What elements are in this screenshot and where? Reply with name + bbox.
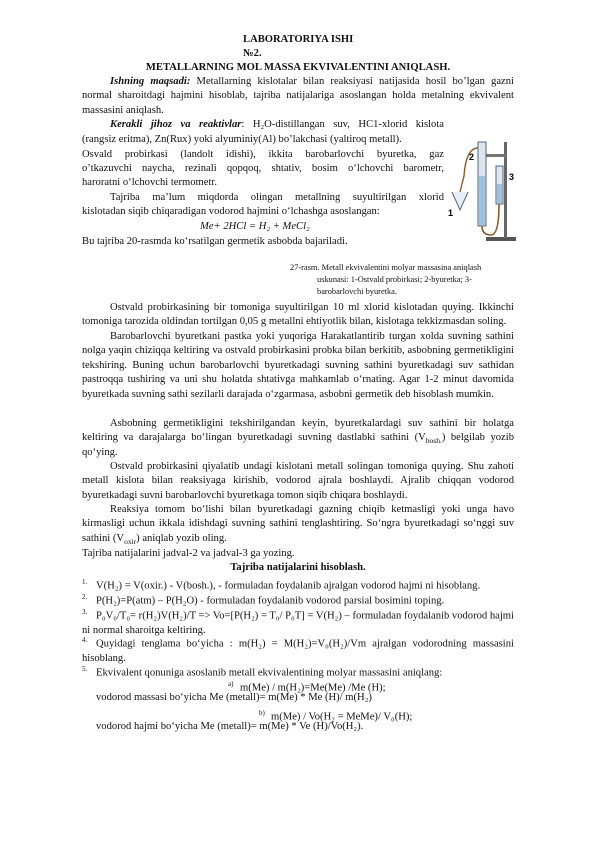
equipment-text-1: : H₂O-distillangan suv, HC1-xlorid kislota bbox=[241, 119, 444, 130]
calc-title: Tajriba natijalarini hisoblash. bbox=[230, 562, 366, 573]
calc-item-1-text: V(H₂) = V(oxir.) - V(bosh.), - formuladan foydalanib ajralgan vodorod hajmi ni hisoblang. bbox=[96, 580, 481, 592]
calc-item-5-num: 5. bbox=[82, 665, 88, 673]
paragraph-6: Tajriba natijalarini jadval-2 va jadval-3 ga yozing. bbox=[82, 548, 295, 559]
formula-b-explain: vodorod hajmi bo‘yicha Me (metall)= m(Me) * Ve (H)/Vo(H₂). bbox=[96, 721, 364, 732]
calc-item-2-text: P(H₂)=P(atm) – P(H₂O) - formuladan foydalanib vodorod parsial bosimini toping. bbox=[96, 595, 445, 607]
lab-title: LABORATORIYA ISHI bbox=[243, 34, 354, 45]
ostwald-tube bbox=[452, 192, 468, 210]
aim-text: Metallarning kislotalar bilan reaksiyasi natijasida hosil bo’lgan gazni normal sharoitdagi hajmini hisoblab, tajriba natijalariga asoslangan holda metalning ekvivalent massasini aniqlash. bbox=[82, 76, 514, 116]
figure-caption-line-3: barobarlovchi byuretka. bbox=[317, 287, 397, 296]
equipment-line-2: (rangsiz eritma), Zn(Rux) yoki alyuminiy(Al) bo’lakchasi (yaltiroq metall). bbox=[82, 134, 402, 145]
paragraph-4: Ostvald probirkasini qiyalatib undagi kislotani metall solingan tomoniga quying. Shu zahoti metall kislota bilan reaksiyaga kirishib, vodorod ajrala boshlaydi. Ajralib chiqqan vodorod byuretkadagi suvni barobarlovchi byuretkaga tomon siqib chiqara boshlaydi. bbox=[82, 461, 514, 501]
page-title: METALLARNING MOL MASSA EKVIVALENTINI ANIQLASH. bbox=[145, 62, 451, 73]
apparatus-figure bbox=[448, 136, 518, 244]
paragraph-3-sub: bosh. bbox=[425, 436, 442, 446]
figure-label-2: 2 bbox=[469, 152, 475, 162]
calc-item-3-text: P₀V₀/T₀= r(H₂)V(H₂)/T => Vo=[P(H₂) = T₀/ P₀T] = V(H₂) – formuladan foydalanib vodorod hajmi ni normal sharoitga keltiring. bbox=[82, 610, 514, 636]
leveling-water bbox=[497, 184, 502, 203]
formula-a-explain: vodorod massasi bo‘yicha Me (metall)= m(Me) * Me (H)/ m(H₂) bbox=[96, 692, 372, 703]
figure-label-3: 3 bbox=[509, 172, 515, 182]
experiment-line-1: Tajriba ma’lum miqdorda olingan metallning suyultirilgan xlorid bbox=[110, 192, 444, 203]
paragraph-5-text-a: Reaksiya tomom bo‘lishi bilan byuretkadagi gazning chiqib ketmasligi yoki unga havo kirmasligi uchun ikkala idishdagi suvning sathini tenglashtiring. So‘ngra byuretkadagi so‘nggi suv sathini (V bbox=[82, 504, 514, 544]
paragraph-2: Barobarlovchi byuretkani pastka yoki yuqoriga Harakatlantirib turgan xolda suvning sathini nolga yaqin chiziqqa keltiring va ostvald probirkasini probka bilan berkitib, asbobning germetikligini tekshiring. Buning uchun barobarlovchi byuretkadagi suvning sathini byuretkadagi suv sathidan pastroqqa tushiring va uni shu holatda shtativga mahkamlab o‘rnating. Agar 1-2 minut davomida byuretkada suvning sathi sezilarli darajada o‘zgarmasa, asbobni germetik deb hisoblash mumkin. bbox=[82, 331, 514, 400]
formula-b-mark: b) bbox=[259, 709, 265, 717]
lab-number: №2. bbox=[243, 48, 262, 59]
figure-caption-line-2: uskunasi: 1-Ostvald probirkasi; 2-byuretka; 3- bbox=[317, 275, 472, 284]
clamp bbox=[484, 154, 506, 157]
paragraph-3 bbox=[82, 417, 514, 460]
equipment-label: Kerakli jihoz va reaktivlar bbox=[110, 119, 242, 130]
stand-base bbox=[486, 237, 516, 241]
calc-item-4-text: Quyidagi tenglama bo‘yicha : m(H₂) = M(H₂)=V₀(H₂)/Vm ajralgan vodorodning massasini hisoblang. bbox=[82, 638, 514, 664]
experiment-line-3: Bu tajriba 20-rasmda ko‘rsatilgan germetik asbobda bajariladi. bbox=[82, 236, 348, 247]
formula-b-text: m(Me) / Vo(H₂ = MeMe)/ V₀(H); bbox=[271, 711, 413, 723]
equipment-line-4: o’tkazuvchi naycha, rezinali qopqoq, shtativ, bosim o‘lchovchi barometr, bbox=[82, 163, 444, 174]
figure-caption-line-1: 27-rasm. Metall ekvivalentini molyar massasina aniqlash bbox=[290, 263, 482, 272]
paragraph-5-sub: oxir bbox=[124, 536, 137, 546]
formula-a-text: m(Me) / m(H₂)=Me(Me) /Me (H); bbox=[240, 682, 386, 694]
equipment-line-5: haroratni o‘lchovchi termometr. bbox=[82, 177, 218, 188]
paragraph-3-text-b: ) belgilab yozib qo‘ying. bbox=[82, 432, 514, 458]
paragraph-5 bbox=[82, 503, 514, 546]
burette-water bbox=[479, 176, 485, 225]
equipment-line-1 bbox=[82, 118, 444, 132]
aim-label: Ishning maqsadi: bbox=[110, 76, 191, 87]
calc-item-3-num: 3. bbox=[82, 608, 88, 616]
paragraph-1: Ostvald probirkasining bir tomoniga suyultirilgan 10 ml xlorid kislotadan quying. Ikkinchi tomoniga tarozida oldindan tortilgan 0,05 g metallni ehtiyotlik bilan, kislotaga tekkizmasdan soling. bbox=[82, 302, 514, 328]
aim-paragraph bbox=[82, 75, 514, 118]
calc-item-5-text: Ekvivalent qonuniga asoslanib metall ekvivalentining molyar massasini aniqlang: bbox=[96, 667, 443, 679]
paragraph-5-text-b: ) aniqlab yozib oling. bbox=[136, 532, 227, 544]
formula-a-mark: a) bbox=[228, 680, 234, 688]
experiment-line-2: kislotadan siqib chiqaradigan vodorod hajmini o‘lchashga asoslangan: bbox=[82, 206, 380, 217]
paragraph-3-text-a: Asbobning germetikligini tekshirilgandan keyin, byuretkalardagi suv sathini bir holatga keltiring va darajalarga bo‘lingan byuretkadagi suvning dastlabki sathini (V bbox=[82, 418, 514, 444]
calc-item-1-num: 1. bbox=[82, 578, 88, 586]
calc-item-4-num: 4. bbox=[82, 636, 88, 644]
figure-label-1: 1 bbox=[448, 208, 454, 218]
reaction-equation: Me+ 2HCl = H₂ + MeCl₂ bbox=[200, 221, 310, 232]
equipment-line-3: Osvald probirkasi (landolt idishi), ikkita barobarlovchi byuretka, gaz bbox=[82, 149, 444, 160]
calc-item-2-num: 2. bbox=[82, 593, 88, 601]
